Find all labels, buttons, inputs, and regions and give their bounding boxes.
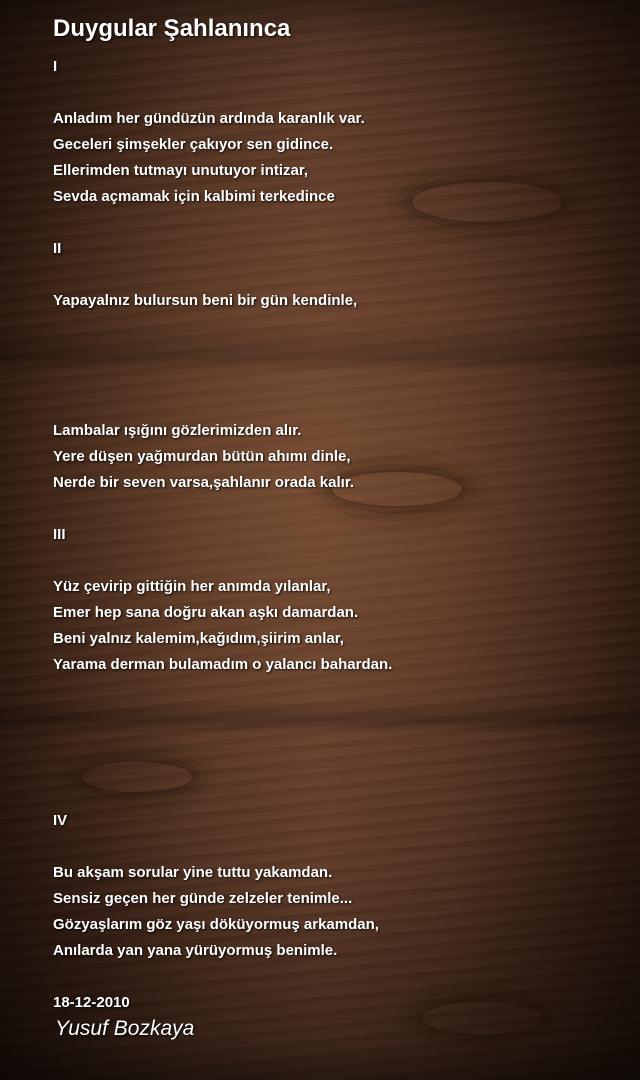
poem-container [53,12,613,1016]
poem-blank-line [53,262,613,288]
poem-blank-line [53,80,613,106]
poem-blank-line [53,392,613,418]
poem-line: Lambalar ışığını gözlerimizden alır. [53,422,302,439]
poem-title: Duygular Şahlanınca [53,15,291,42]
poem-line: Anılarda yan yana yürüyormuş benimle. [53,942,338,959]
poem-line: IV [53,812,68,829]
poem-line: Anladım her gündüzün ardında karanlık var. [53,110,365,127]
poem-line: III [53,526,66,543]
poem-line: Yarama derman bulamadım o yalancı bahardan. [53,656,393,673]
poem-line: Yüz çevirip gittiğin her anımda yılanlar, [53,578,331,595]
poem-line: Gözyaşlarım göz yaşı döküyormuş arkamdan, [53,916,379,933]
poem-blank-line [53,782,613,808]
poem-blank-line [53,730,613,756]
poem-blank-line [53,964,613,990]
poem-line: I [53,58,58,75]
poem-line: Yere düşen yağmurdan bütün ahımı dinle, [53,448,351,465]
poem-blank-line [53,314,613,340]
poem-blank-line [53,366,613,392]
poem-line: II [53,240,62,257]
poem-line: Bu akşam sorular yine tuttu yakamdan. [53,864,333,881]
poem-line: Ellerimden tutmayı unutuyor intizar, [53,162,309,179]
poem-line: Geceleri şimşekler çakıyor sen gidince. [53,136,334,153]
poem-line: Sensiz geçen her günde zelzeler tenimle... [53,890,353,907]
poem-blank-line [53,704,613,730]
poem-blank-line [53,496,613,522]
poem-blank-line [53,678,613,704]
poem-line: Emer hep sana doğru akan aşkı damardan. [53,604,359,621]
poem-author: Yusuf Bozkaya [55,1017,195,1040]
poem-blank-line [53,210,613,236]
poem-line: 18-12-2010 [53,994,130,1011]
poem-line: Yapayalnız bulursun beni bir gün kendinle, [53,292,358,309]
poem-body [53,46,613,1016]
poem-blank-line [53,548,613,574]
poem-blank-line [53,340,613,366]
poem-blank-line [53,834,613,860]
poem-blank-line [53,756,613,782]
poem-line: Beni yalnız kalemim,kağıdım,şiirim anlar, [53,630,344,647]
poem-line: Nerde bir seven varsa,şahlanır orada kalır. [53,474,354,491]
poem-line: Sevda açmamak için kalbimi terkedince [53,188,335,205]
